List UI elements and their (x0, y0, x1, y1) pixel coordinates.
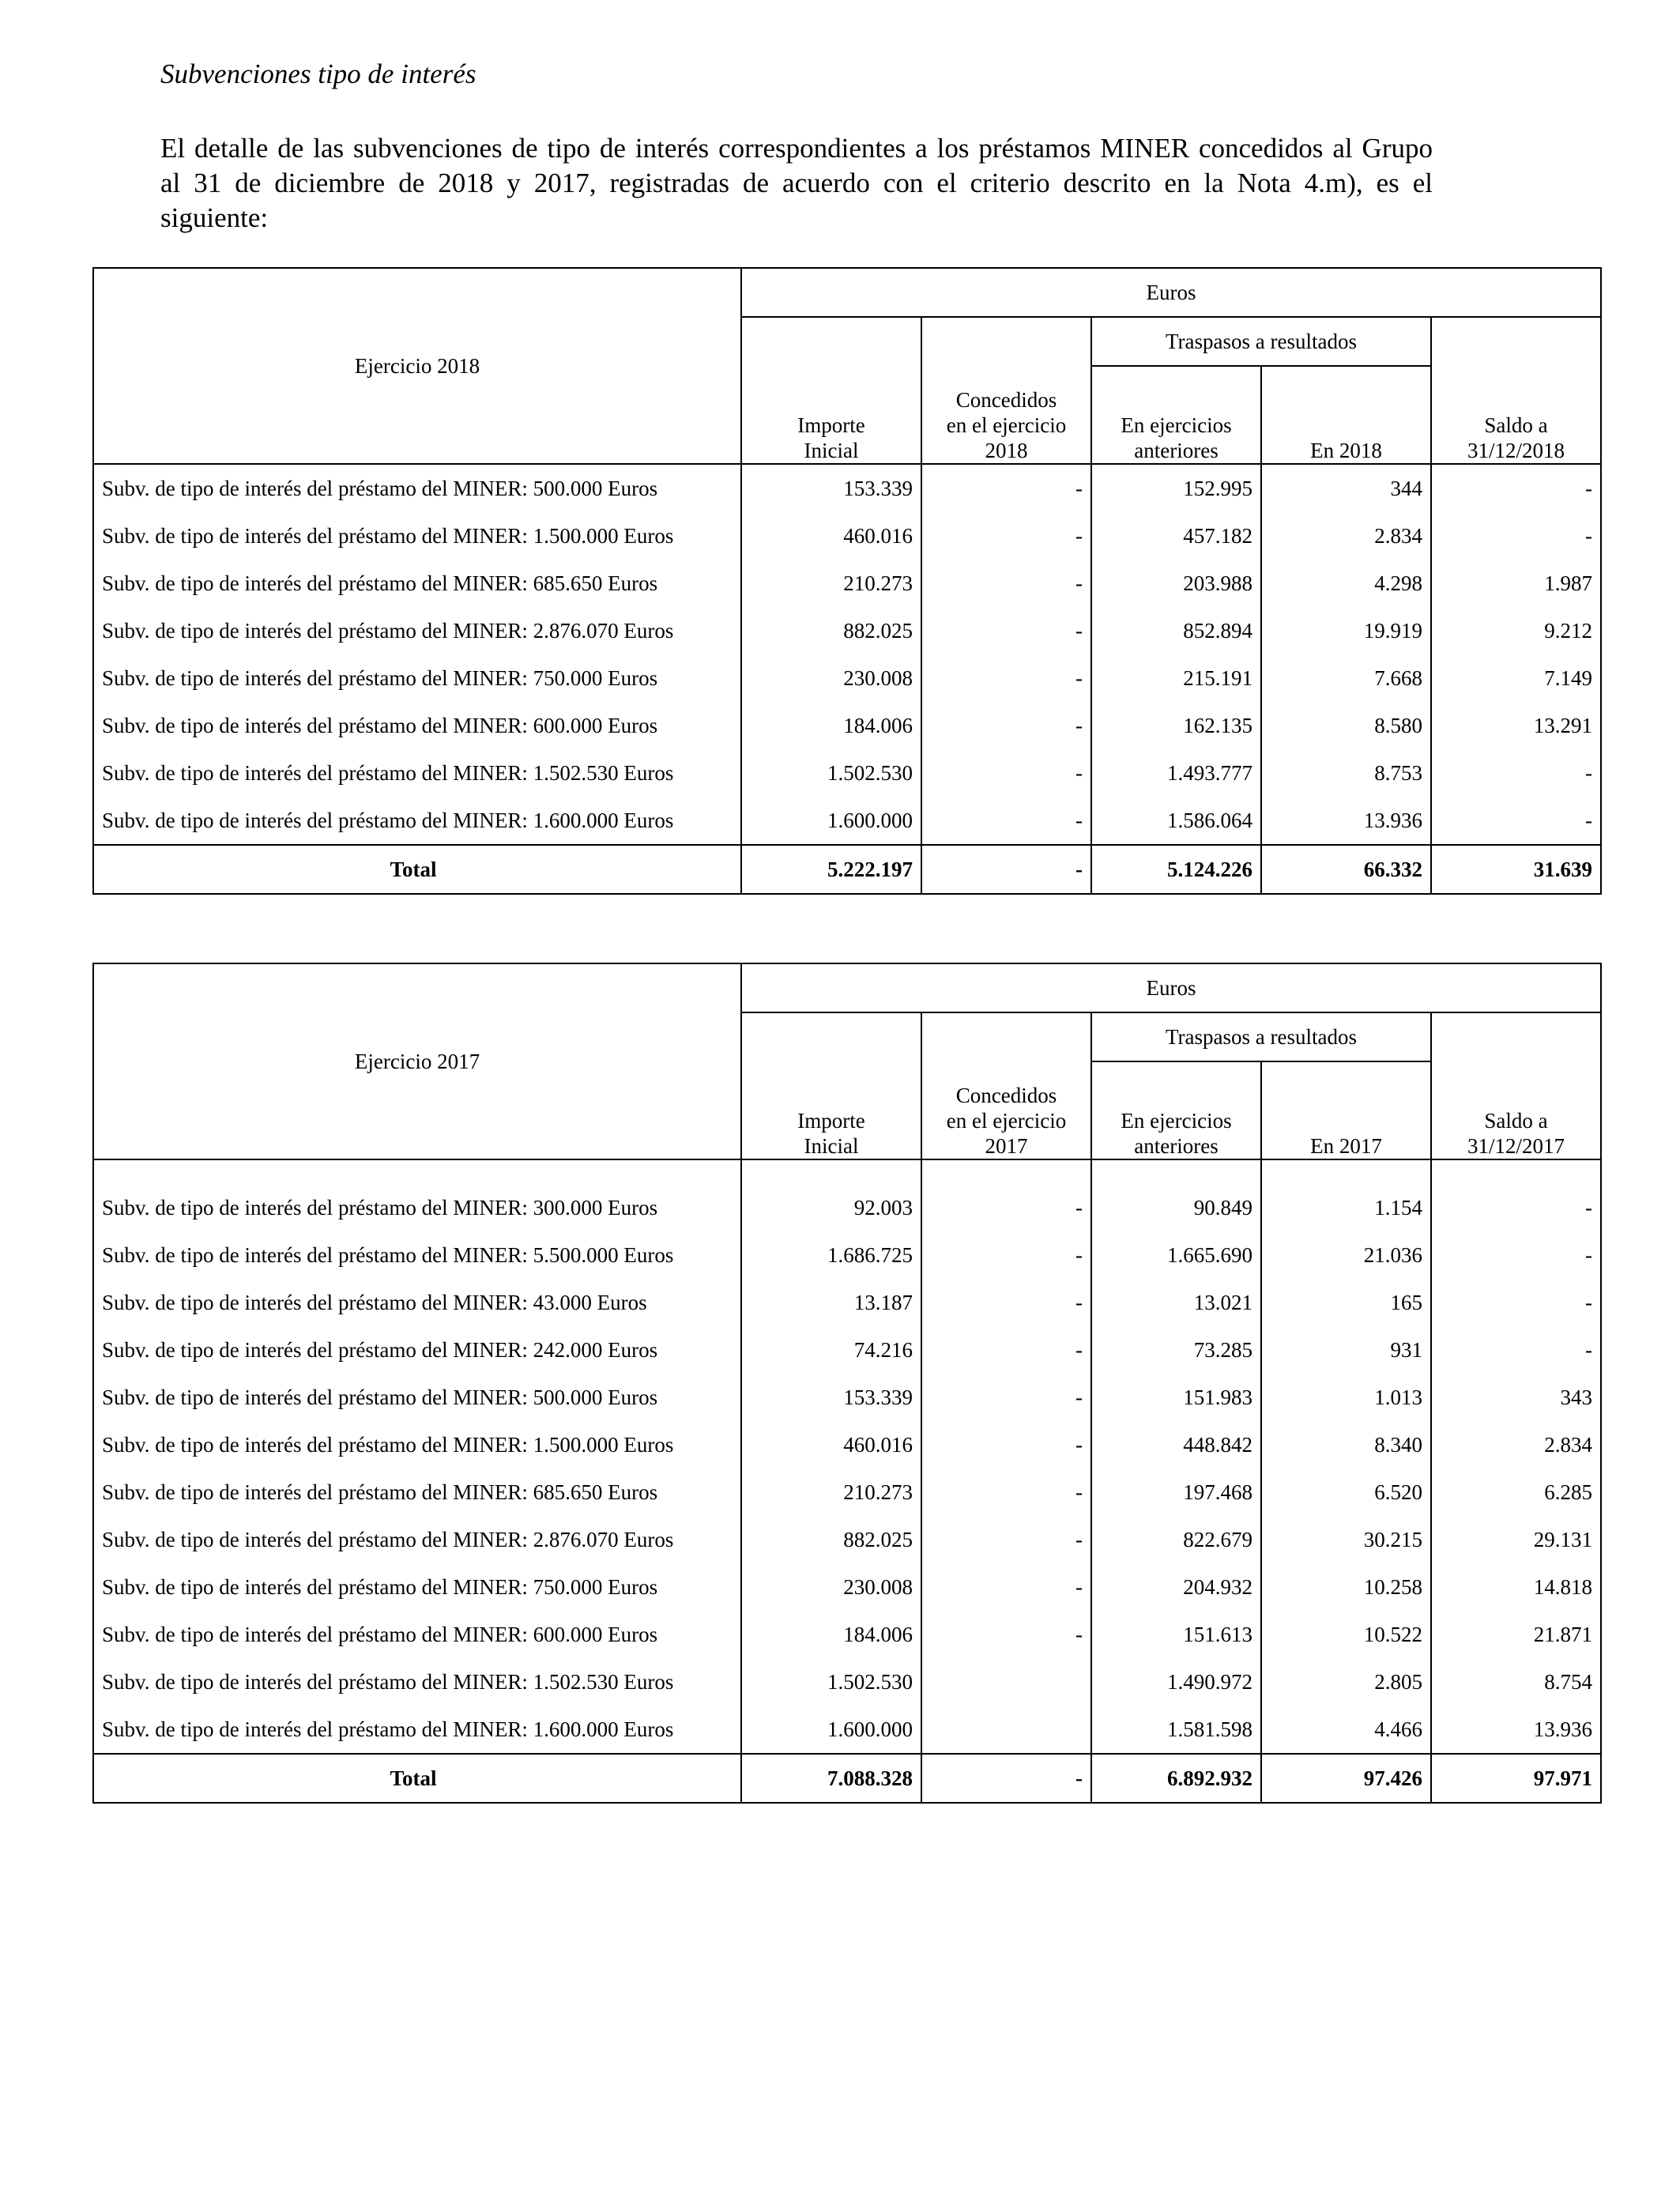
cell-concedidos: - (921, 1184, 1091, 1231)
cell-en-anio: 21.036 (1261, 1231, 1431, 1279)
cell-en-anio: 8.580 (1261, 702, 1431, 749)
period-label: Ejercicio 2018 (93, 268, 741, 464)
cell-en-anio: 4.298 (1261, 560, 1431, 607)
cell-anteriores: 151.613 (1091, 1611, 1261, 1658)
cell-anteriores: 448.842 (1091, 1421, 1261, 1468)
cell-en-anio: 19.919 (1261, 607, 1431, 654)
cell-importe: 92.003 (741, 1184, 921, 1231)
total-row (93, 1754, 1601, 1803)
spacer-row (93, 1159, 1601, 1184)
row-label: Subv. de tipo de interés del préstamo del MINER: 1.502.530 Euros (102, 1669, 674, 1694)
cell-anteriores: 151.983 (1091, 1374, 1261, 1421)
cell-concedidos: - (921, 512, 1091, 560)
row-label: Subv. de tipo de interés del préstamo del MINER: 600.000 Euros (102, 1622, 658, 1646)
cell-en-anio: 2.805 (1261, 1658, 1431, 1706)
cell-importe: 230.008 (741, 654, 921, 702)
cell-concedidos: - (921, 1421, 1091, 1468)
cell-concedidos (921, 1658, 1091, 1706)
table-row (93, 1279, 1601, 1326)
table-row (93, 1563, 1601, 1611)
table-row (93, 512, 1601, 560)
row-label: Subv. de tipo de interés del préstamo del MINER: 1.500.000 Euros (102, 523, 674, 548)
cell-anteriores: 457.182 (1091, 512, 1261, 560)
cell-concedidos: - (921, 1516, 1091, 1563)
col-header-en-anio: En 2017 (1261, 1061, 1431, 1159)
row-label: Subv. de tipo de interés del préstamo del MINER: 1.500.000 Euros (102, 1432, 674, 1457)
cell-concedidos: - (921, 464, 1091, 512)
cell-importe: 210.273 (741, 1468, 921, 1516)
cell-saldo: 14.818 (1431, 1563, 1601, 1611)
cell-saldo: 13.291 (1431, 702, 1601, 749)
col-header-anteriores: En ejercicios anteriores (1091, 366, 1261, 464)
row-label: Subv. de tipo de interés del préstamo del MINER: 500.000 Euros (102, 1385, 658, 1409)
row-label: Subv. de tipo de interés del préstamo del MINER: 43.000 Euros (102, 1290, 647, 1314)
cell-anteriores: 197.468 (1091, 1468, 1261, 1516)
row-label: Subv. de tipo de interés del préstamo del MINER: 750.000 Euros (102, 665, 658, 690)
cell-anteriores: 1.493.777 (1091, 749, 1261, 797)
section-heading: Subvenciones tipo de interés (160, 58, 477, 89)
cell-anteriores: 1.490.972 (1091, 1658, 1261, 1706)
cell-en-anio: 344 (1261, 464, 1431, 512)
cell-importe: 460.016 (741, 1421, 921, 1468)
table-row (93, 797, 1601, 845)
row-label: Subv. de tipo de interés del préstamo del MINER: 5.500.000 Euros (102, 1242, 674, 1267)
row-label: Subv. de tipo de interés del préstamo del MINER: 685.650 Euros (102, 571, 658, 595)
cell-concedidos: - (921, 749, 1091, 797)
currency-label: Euros (741, 963, 1601, 1012)
cell-concedidos: - (921, 1231, 1091, 1279)
total-anteriores: 6.892.932 (1091, 1754, 1261, 1803)
cell-en-anio: 10.522 (1261, 1611, 1431, 1658)
col-header-importe: Importe Inicial (741, 1012, 921, 1159)
cell-anteriores: 1.586.064 (1091, 797, 1261, 845)
cell-saldo: - (1431, 1184, 1601, 1231)
col-header-importe: Importe Inicial (741, 317, 921, 464)
currency-label: Euros (741, 268, 1601, 317)
row-label: Subv. de tipo de interés del préstamo del MINER: 1.502.530 Euros (102, 760, 674, 785)
cell-concedidos: - (921, 1326, 1091, 1374)
table-body (93, 464, 1601, 894)
cell-importe: 1.686.725 (741, 1231, 921, 1279)
cell-concedidos: - (921, 1279, 1091, 1326)
cell-saldo: - (1431, 464, 1601, 512)
total-concedidos: - (921, 845, 1091, 894)
row-label: Subv. de tipo de interés del préstamo del MINER: 1.600.000 Euros (102, 808, 674, 832)
cell-importe: 230.008 (741, 1563, 921, 1611)
cell-importe: 1.600.000 (741, 797, 921, 845)
cell-anteriores: 203.988 (1091, 560, 1261, 607)
cell-en-anio: 7.668 (1261, 654, 1431, 702)
table-row (93, 464, 1601, 512)
row-label: Subv. de tipo de interés del préstamo del MINER: 2.876.070 Euros (102, 1527, 674, 1551)
cell-en-anio: 8.340 (1261, 1421, 1431, 1468)
row-label: Subv. de tipo de interés del préstamo del MINER: 500.000 Euros (102, 476, 658, 500)
table-row (93, 1468, 1601, 1516)
cell-importe: 210.273 (741, 560, 921, 607)
table-row (93, 607, 1601, 654)
total-importe: 5.222.197 (741, 845, 921, 894)
cell-saldo: 2.834 (1431, 1421, 1601, 1468)
col-header-concedidos: Concedidos en el ejercicio 2018 (921, 317, 1091, 464)
table-row (93, 1326, 1601, 1374)
col-header-saldo: Saldo a 31/12/2017 (1431, 1012, 1601, 1159)
cell-importe: 13.187 (741, 1279, 921, 1326)
cell-saldo: - (1431, 797, 1601, 845)
table-body (93, 1159, 1601, 1803)
row-label: Subv. de tipo de interés del préstamo del MINER: 750.000 Euros (102, 1574, 658, 1599)
cell-saldo: - (1431, 1279, 1601, 1326)
cell-anteriores: 162.135 (1091, 702, 1261, 749)
cell-saldo: 6.285 (1431, 1468, 1601, 1516)
table-row (93, 1516, 1601, 1563)
cell-en-anio: 13.936 (1261, 797, 1431, 845)
transfers-label: Traspasos a resultados (1091, 1012, 1431, 1061)
cell-en-anio: 4.466 (1261, 1706, 1431, 1754)
table-row (93, 1611, 1601, 1658)
cell-importe: 460.016 (741, 512, 921, 560)
col-header-saldo: Saldo a 31/12/2018 (1431, 317, 1601, 464)
total-en-anio: 66.332 (1261, 845, 1431, 894)
table-row (93, 1231, 1601, 1279)
cell-saldo: 29.131 (1431, 1516, 1601, 1563)
row-label: Subv. de tipo de interés del préstamo del MINER: 600.000 Euros (102, 713, 658, 737)
table-row (93, 1374, 1601, 1421)
table-row (93, 1658, 1601, 1706)
table-row (93, 560, 1601, 607)
cell-anteriores: 215.191 (1091, 654, 1261, 702)
cell-concedidos: - (921, 654, 1091, 702)
cell-en-anio: 30.215 (1261, 1516, 1431, 1563)
cell-en-anio: 165 (1261, 1279, 1431, 1326)
cell-en-anio: 2.834 (1261, 512, 1431, 560)
cell-concedidos: - (921, 1468, 1091, 1516)
cell-saldo: 343 (1431, 1374, 1601, 1421)
transfers-label: Traspasos a resultados (1091, 317, 1431, 366)
total-saldo: 97.971 (1431, 1754, 1601, 1803)
table-row (93, 1184, 1601, 1231)
table-row (93, 749, 1601, 797)
row-label: Subv. de tipo de interés del préstamo del MINER: 300.000 Euros (102, 1195, 658, 1220)
total-label: Total (93, 1754, 741, 1803)
cell-saldo: 7.149 (1431, 654, 1601, 702)
cell-importe: 1.502.530 (741, 1658, 921, 1706)
cell-saldo: - (1431, 749, 1601, 797)
subsidies-table-2018 (92, 267, 1602, 895)
col-header-en-anio: En 2018 (1261, 366, 1431, 464)
cell-anteriores: 73.285 (1091, 1326, 1261, 1374)
total-anteriores: 5.124.226 (1091, 845, 1261, 894)
subsidies-table-2017 (92, 963, 1602, 1804)
cell-concedidos: - (921, 607, 1091, 654)
table-row (93, 702, 1601, 749)
row-label: Subv. de tipo de interés del préstamo del MINER: 2.876.070 Euros (102, 618, 674, 643)
total-label: Total (93, 845, 741, 894)
cell-anteriores: 852.894 (1091, 607, 1261, 654)
col-header-anteriores: En ejercicios anteriores (1091, 1061, 1261, 1159)
row-label: Subv. de tipo de interés del préstamo del MINER: 685.650 Euros (102, 1480, 658, 1504)
cell-en-anio: 6.520 (1261, 1468, 1431, 1516)
cell-en-anio: 931 (1261, 1326, 1431, 1374)
total-en-anio: 97.426 (1261, 1754, 1431, 1803)
intro-line: al 31 de diciembre de 2018 y 2017, registradas de acuerdo con el criterio descrito en la Nota 4.m), es el (160, 168, 1433, 198)
cell-saldo: 1.987 (1431, 560, 1601, 607)
cell-importe: 74.216 (741, 1326, 921, 1374)
cell-concedidos: - (921, 1611, 1091, 1658)
cell-importe: 153.339 (741, 1374, 921, 1421)
cell-concedidos: - (921, 797, 1091, 845)
cell-concedidos: - (921, 1563, 1091, 1611)
cell-anteriores: 1.665.690 (1091, 1231, 1261, 1279)
cell-importe: 1.502.530 (741, 749, 921, 797)
table-row (93, 1421, 1601, 1468)
cell-importe: 184.006 (741, 1611, 921, 1658)
intro-line: siguiente: (160, 202, 269, 233)
cell-saldo: - (1431, 1326, 1601, 1374)
row-label: Subv. de tipo de interés del préstamo del MINER: 242.000 Euros (102, 1337, 658, 1362)
total-row (93, 845, 1601, 894)
cell-importe: 184.006 (741, 702, 921, 749)
cell-concedidos: - (921, 560, 1091, 607)
cell-anteriores: 822.679 (1091, 1516, 1261, 1563)
cell-saldo: 21.871 (1431, 1611, 1601, 1658)
cell-en-anio: 8.753 (1261, 749, 1431, 797)
intro-paragraph (160, 131, 1433, 236)
total-saldo: 31.639 (1431, 845, 1601, 894)
cell-saldo: - (1431, 512, 1601, 560)
table-row (93, 1706, 1601, 1754)
row-label: Subv. de tipo de interés del préstamo del MINER: 1.600.000 Euros (102, 1717, 674, 1741)
cell-anteriores: 1.581.598 (1091, 1706, 1261, 1754)
cell-saldo: - (1431, 1231, 1601, 1279)
total-importe: 7.088.328 (741, 1754, 921, 1803)
cell-en-anio: 1.154 (1261, 1184, 1431, 1231)
table-row (93, 654, 1601, 702)
cell-anteriores: 204.932 (1091, 1563, 1261, 1611)
cell-en-anio: 1.013 (1261, 1374, 1431, 1421)
cell-saldo: 8.754 (1431, 1658, 1601, 1706)
period-label: Ejercicio 2017 (93, 963, 741, 1159)
cell-importe: 882.025 (741, 1516, 921, 1563)
cell-concedidos: - (921, 702, 1091, 749)
cell-saldo: 13.936 (1431, 1706, 1601, 1754)
cell-en-anio: 10.258 (1261, 1563, 1431, 1611)
col-header-concedidos: Concedidos en el ejercicio 2017 (921, 1012, 1091, 1159)
cell-concedidos (921, 1706, 1091, 1754)
intro-line: El detalle de las subvenciones de tipo de interés correspondientes a los préstamos MINER concedidos al Grupo (160, 133, 1433, 164)
cell-concedidos: - (921, 1374, 1091, 1421)
cell-anteriores: 152.995 (1091, 464, 1261, 512)
cell-importe: 882.025 (741, 607, 921, 654)
total-concedidos: - (921, 1754, 1091, 1803)
cell-importe: 153.339 (741, 464, 921, 512)
cell-saldo: 9.212 (1431, 607, 1601, 654)
cell-anteriores: 90.849 (1091, 1184, 1261, 1231)
cell-anteriores: 13.021 (1091, 1279, 1261, 1326)
cell-importe: 1.600.000 (741, 1706, 921, 1754)
